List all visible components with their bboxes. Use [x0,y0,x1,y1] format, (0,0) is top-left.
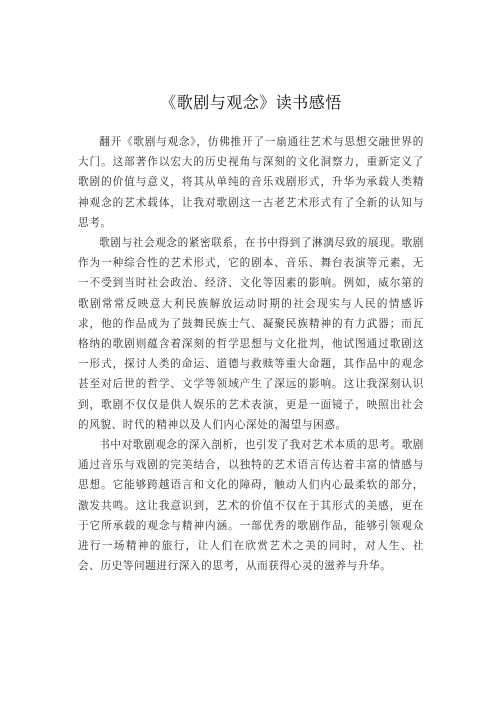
paragraph-2: 歌剧与社会观念的紧密联系，在书中得到了淋漓尽致的展现。歌剧作为一种综合性的艺术形式，它的剧本、音乐、舞台表演等元素，无一不受到当时社会政治、经济、文化等因素的影响。例如，威尔第的歌剧常常反映意大利民族解放运动时期的社会现实与人民的情感诉求，他的作品成为了鼓舞民族士气、凝聚民族精神的有力武器；而瓦格纳的歌剧则蕴含着深刻的哲学思想与文化批判，他试图通过歌剧这一形式，探讨人类的命运、道德与救赎等重大命题，其作品中的观念甚至对后世的哲学、文学等领域产生了深远的影响。这让我深刻认识到，歌剧不仅仅是供人娱乐的艺术表演，更是一面镜子，映照出社会的风貌、时代的精神以及人们内心深处的渴望与困惑。 [78,237,424,431]
paragraph-1: 翻开《歌剧与观念》，仿佛推开了一扇通往艺术与思想交融世界的大门。这部著作以宏大的历史视角与深刻的文化洞察力，重新定义了歌剧的价值与意义，将其从单纯的音乐戏剧形式，升华为承载人类精神观念的艺术载体，让我对歌剧这一古老艺术形式有了全新的认知与思考。 [78,136,424,229]
document-body [78,132,424,576]
paragraph-3: 书中对歌剧观念的深入剖析，也引发了我对艺术本质的思考。歌剧通过音乐与戏剧的完美结合，以独特的艺术语言传达着丰富的情感与思想。它能够跨越语言和文化的障碍，触动人们内心最柔软的部分，激发共鸣。这让我意识到，艺术的价值不仅在于其形式的美感，更在于它所承载的观念与精神内涵。一部优秀的歌剧作品，能够引领观众进行一场精神的旅行，让人们在欣赏艺术之美的同时，对人生、社会、历史等问题进行深入的思考，从而获得心灵的滋养与升华。 [78,439,424,573]
document-title: 《歌剧与观念》读书感悟 [160,93,342,112]
